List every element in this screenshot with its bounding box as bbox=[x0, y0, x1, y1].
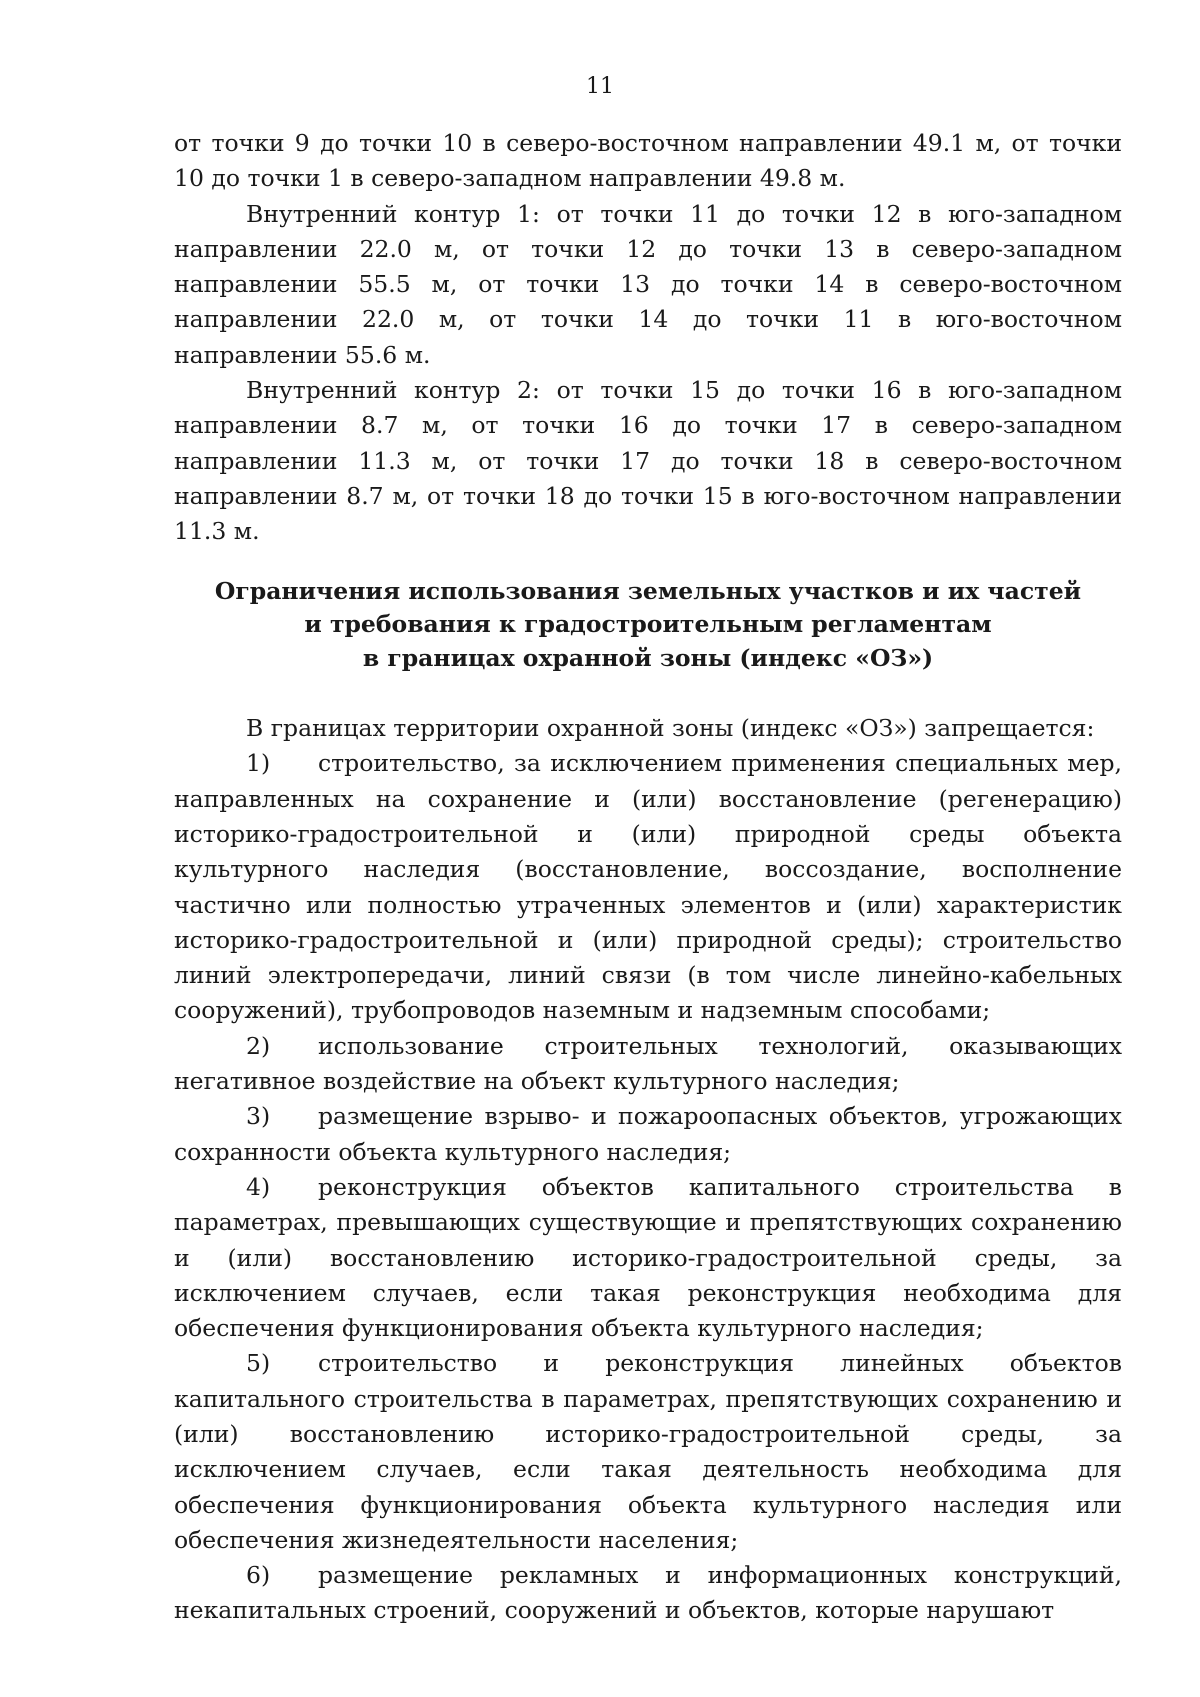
paragraph-boundary-continuation: от точки 9 до точки 10 в северо-восточном направлении 49.1 м, от точки 10 до точки 1 в северо-западном направлении 49.8 м. bbox=[174, 129, 1122, 193]
page-number: 11 bbox=[586, 74, 614, 99]
section-heading bbox=[174, 575, 1122, 676]
prohibition-item-3 bbox=[174, 1099, 1122, 1170]
item-text: размещение взрыво- и пожароопасных объектов, угрожающих сохранности объекта культурного наследия; bbox=[174, 1102, 1122, 1166]
section-heading-line-1: Ограничения использования земельных участков и их частей bbox=[214, 576, 1082, 605]
item-number: 5) bbox=[246, 1349, 271, 1378]
paragraph-inner-contour-2: Внутренний контур 2: от точки 15 до точки 16 в юго-западном направлении 8.7 м, от точки 16 до точки 17 в северо-западном направлении 11.3 м, от точки 17 до точки 18 в северо-восточном направлении 8.7 м, от точки 18 до точки 15 в юго-восточном направлении 11.3 м. bbox=[174, 376, 1122, 546]
item-number: 4) bbox=[246, 1172, 271, 1201]
item-text: строительство и реконструкция линейных объектов капитального строительства в параметрах, препятствующих сохранению и (или) восстановлению историко-градостроительной среды, за исключением случаев, если такая деятельность необходима для обеспечения функционирования объекта культурного наследия или обеспечения жизнедеятельности населения; bbox=[174, 1349, 1122, 1554]
item-text: размещение рекламных и информационных конструкций, некапитальных строений, сооружений и объектов, которые нарушают bbox=[174, 1561, 1122, 1625]
section-heading-line-2: и требования к градостроительным регламентам bbox=[304, 610, 992, 639]
prohibition-item-6 bbox=[174, 1558, 1122, 1629]
item-number: 3) bbox=[246, 1102, 271, 1131]
prohibition-item-1 bbox=[174, 746, 1122, 1028]
item-text: использование строительных технологий, оказывающих негативное воздействие на объект культурного наследия; bbox=[174, 1031, 1122, 1096]
document-body bbox=[174, 126, 1122, 1629]
prohibitions-lead: В границах территории охранной зоны (индекс «ОЗ») запрещается: bbox=[246, 714, 1095, 743]
paragraph-inner-contour-1: Внутренний контур 1: от точки 11 до точки 12 в юго-западном направлении 22.0 м, от точки 12 до точки 13 в северо-западном направлении 55.5 м, от точки 13 до точки 14 в северо-восточном направлении 22.0 м, от точки 14 до точки 11 в юго-восточном направлении 55.6 м. bbox=[174, 199, 1122, 369]
item-text: строительство, за исключением применения специальных мер, направленных на сохранение и (или) восстановление (регенерацию) историко-градостроительной и (или) природной среды объекта культурного наследия (восстановление, воссоздание, восполнение частично или полностью утраченных элементов и (или) характеристик историко-градостроительной и (или) природной среды); строительство линий электропередачи, линий связи (в том числе линейно-кабельных сооружений), трубопроводов наземным и надземным способами; bbox=[174, 749, 1122, 1025]
item-number: 1) bbox=[246, 749, 271, 778]
prohibition-item-5 bbox=[174, 1346, 1122, 1558]
prohibition-item-2 bbox=[174, 1029, 1122, 1100]
item-text: реконструкция объектов капитального строительства в параметрах, превышающих существующие и препятствующих сохранению и (или) восстановлению историко-градостроительной среды, за исключением случаев, если такая реконструкция необходима для обеспечения функционирования объекта культурного наследия; bbox=[174, 1172, 1122, 1343]
prohibition-item-4 bbox=[174, 1170, 1122, 1346]
section-heading-line-3: в границах охранной зоны (индекс «ОЗ») bbox=[362, 643, 934, 672]
item-number: 2) bbox=[246, 1031, 271, 1060]
item-number: 6) bbox=[246, 1561, 271, 1590]
